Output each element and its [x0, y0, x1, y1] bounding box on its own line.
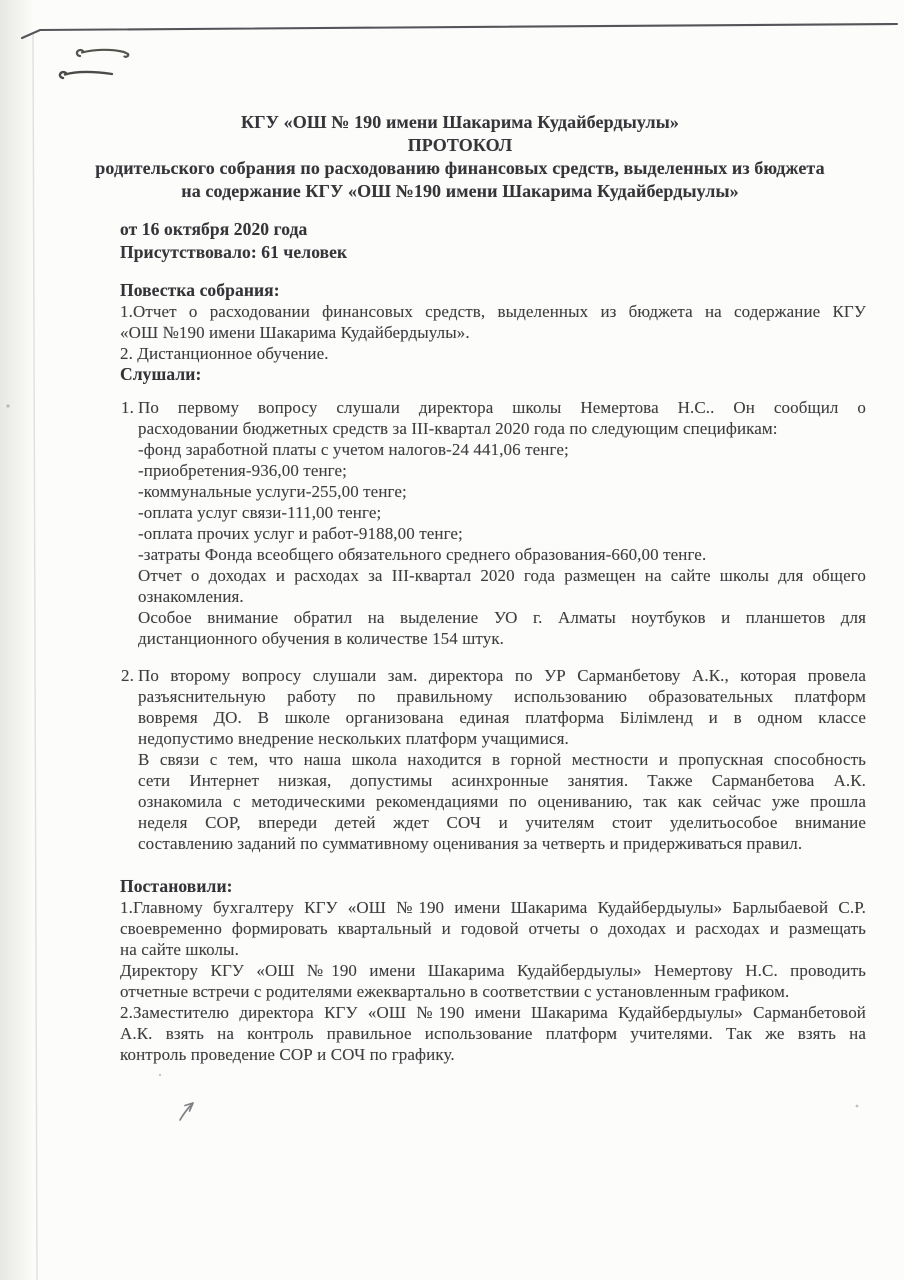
text-line: 2.Заместителю директора КГУ «ОШ №190 имени Шакарима Кудайбердыулы» Сарманбетовой [120, 1003, 866, 1022]
doc-type-title: ПРОТОКОЛ [407, 135, 513, 155]
resolved-paragraph-2 [120, 960, 866, 1002]
date-line: от 16 октября 2020 года [120, 219, 308, 239]
text-line: Директору КГУ «ОШ №190 имени Шакарима Кудайбердыулы» Немертову Н.С. проводить [120, 961, 866, 980]
text-line: -коммунальные услуги-255,00 тенге; [138, 482, 407, 501]
org-name: КГУ «ОШ № 190 имени Шакарима Кудайбердыулы» [241, 112, 679, 132]
text-line: контроль проведение СОР и СОЧ по графику. [120, 1045, 455, 1064]
text-line: По второму вопросу слушали зам. директора по УР Сарманбетову А.К., которая провела [138, 666, 866, 685]
text-line: Особое внимание обратил на выделение УО г. Алматы ноутбуков и планшетов для [138, 608, 866, 627]
text-line: Отчет о доходах и расходах за III-квартал 2020 года размещен на сайте школы для общего [138, 566, 866, 585]
text-line: А.К. взять на контроль правильное использование платформ учителями. Так же взять на [120, 1024, 866, 1043]
meta-block [120, 218, 866, 264]
resolved-heading: Постановили: [120, 876, 233, 896]
staple-mark-icon [60, 72, 112, 78]
item-number: 2. [121, 666, 134, 685]
heard-item-1-paragraph-1 [138, 397, 866, 439]
resolved-paragraph-3 [120, 1002, 866, 1065]
heard-item-1-paragraph-3 [138, 607, 866, 649]
agenda-item-2: 2. Дистанционное обучение. [120, 344, 329, 363]
text-line: -оплата услуг связи-111,00 тенге; [138, 503, 382, 522]
text-line: ознакомила с методическими рекомендациями по оцениванию, так как сейчас уже прошла [138, 792, 866, 811]
heard-item-1-paragraph-2 [138, 565, 866, 607]
text-line: вовремя ДО. В школе организована единая платформа Білімленд и в одном классе [138, 708, 866, 727]
heard-item-2-paragraph-1 [138, 665, 866, 749]
pen-arrow-mark-icon [180, 1103, 193, 1120]
text-line: 1.Отчет о расходовании финансовых средств, выделенных из бюджета на содержание КГУ [120, 302, 866, 321]
text-line: на сайте школы. [120, 940, 239, 959]
text-line: расходовании бюджетных средств за III-квартал 2020 года по следующим спецификам: [138, 419, 778, 438]
document-content [95, 0, 866, 1065]
text-line: неделя СОР, впереди детей ждет СОЧ и учителям стоит уделитьособое внимание [138, 813, 866, 832]
text-line: своевременно формировать квартальный и годовой отчеты о доходах и расходах и размещать [120, 919, 866, 938]
attendance-line: Присутствовало: 61 человек [120, 242, 348, 262]
text-line: разъяснительную работу по правильному использованию образовательных платформ [138, 687, 866, 706]
text-line: По первому вопросу слушали директора школы Немертова Н.С.. Он сообщил о [138, 398, 866, 417]
item-number: 1. [121, 398, 134, 417]
scan-speck [159, 1074, 161, 1076]
agenda-heading: Повестка собрания: [120, 280, 280, 300]
heard-heading: Слушали: [120, 364, 202, 384]
text-line: -оплата прочих услуг и работ-9188,00 тенге; [138, 524, 463, 543]
text-line: дистанционного обучения в количестве 154 штук. [138, 629, 505, 648]
scan-speck [856, 1105, 859, 1108]
text-line: сети Интернет низкая, допустимы асинхронные занятия. Также Сарманбетова А.К. [138, 771, 866, 790]
resolved-paragraph-1 [120, 897, 866, 960]
document-header [88, 111, 832, 203]
expense-list [138, 439, 866, 565]
heard-item-1 [120, 397, 866, 649]
text-line: В связи с тем, что наша школа находится в горной местности и пропускная способность [138, 750, 866, 769]
text-line: отчетные встречи с родителями ежеквартально в соответствии с установленным графиком. [120, 982, 790, 1001]
text-line: -приобретения-936,00 тенге; [138, 461, 347, 480]
text-line: составлению заданий по суммативному оценивания за четверть и придерживаться правил. [138, 834, 803, 853]
text-line: 1.Главному бухгалтеру КГУ «ОШ №190 имени Шакарима Кудайбердыулы» Барлыбаевой С.Р. [120, 898, 866, 917]
heard-item-2 [120, 665, 866, 854]
doc-subtitle-line2: на содержание КГУ «ОШ №190 имени Шакарима Кудайбердыулы» [181, 181, 739, 201]
doc-subtitle-line1: родительского собрания по расходованию финансовых средств, выделенных из бюджета [95, 158, 825, 178]
text-line: -фонд заработной платы с учетом налогов-24 441,06 тенге; [138, 440, 569, 459]
heard-item-2-paragraph-2 [138, 749, 866, 854]
text-line: -затраты Фонда всеобщего обязательного среднего образования-660,00 тенге. [138, 545, 707, 564]
text-line: недопустимо внедрение нескольких платформ учащимися. [138, 729, 569, 748]
agenda-item-1 [120, 301, 866, 343]
text-line: «ОШ №190 имени Шакарима Кудайбердыулы». [120, 323, 470, 342]
scan-left-shadow [0, 0, 34, 1280]
text-line: ознакомления. [138, 587, 244, 606]
